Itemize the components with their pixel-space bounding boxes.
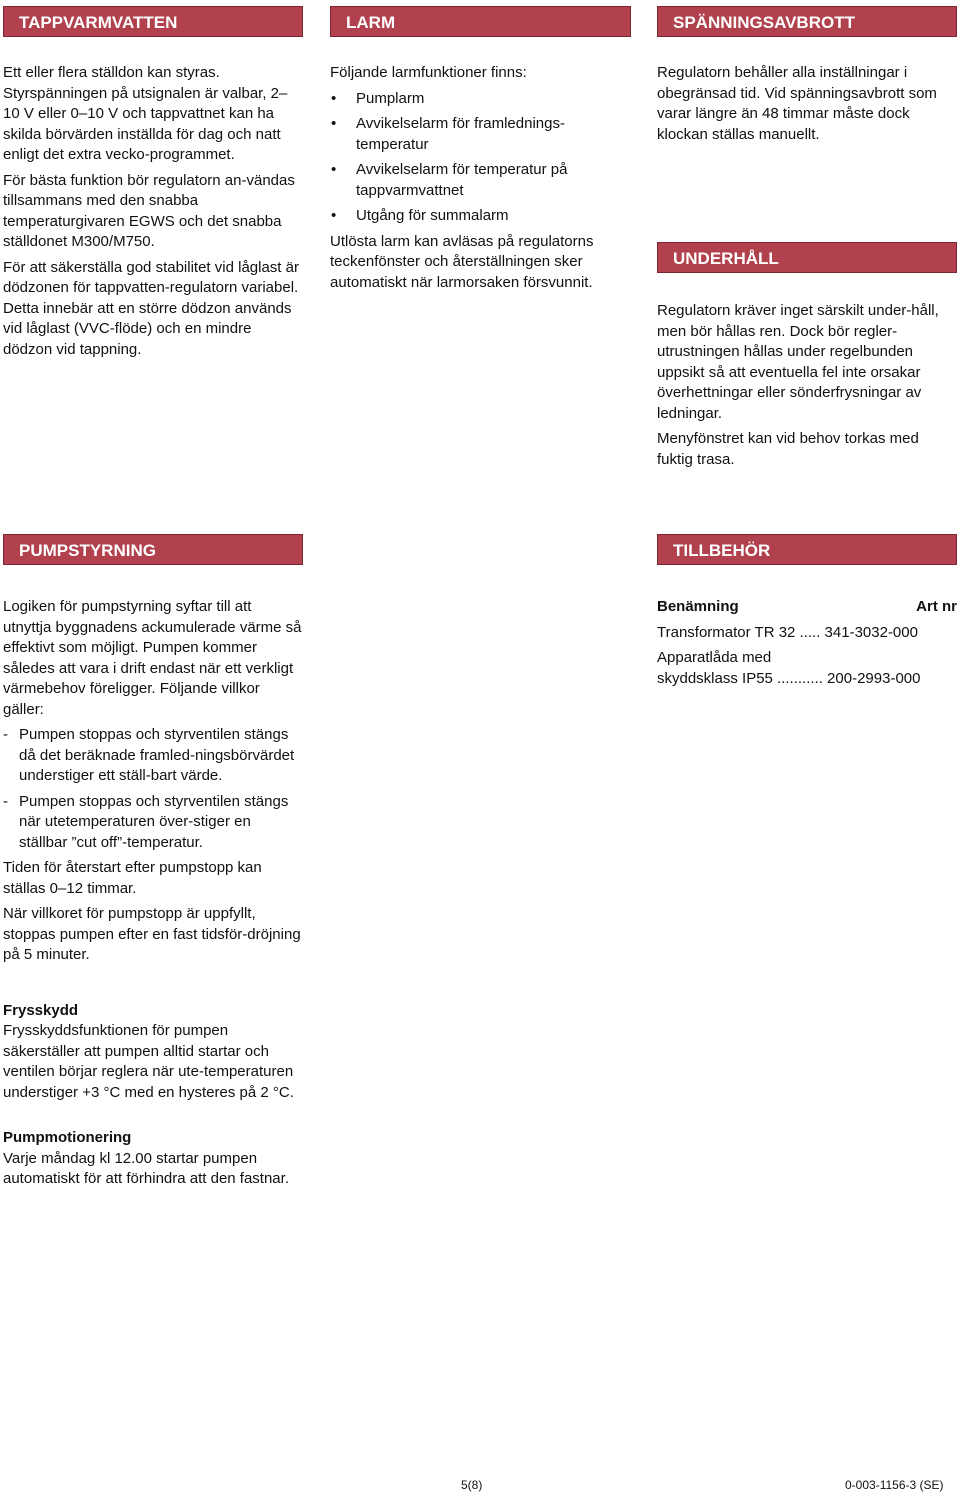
tillbehor-section bbox=[657, 597, 957, 694]
spanningsavbrott-paragraph: Regulatorn behåller alla inställningar i obegränsad tid. Vid spänningsavbrott som varar längre än 48 timmar måste dock klockan ställas manuellt. bbox=[657, 64, 937, 143]
condition-item: - Pumpen stoppas och styrventilen stängs då det beräknade framled-ningsbörvärdet understiger ett ställ-bart värde. bbox=[3, 725, 303, 787]
larm-section bbox=[330, 63, 630, 298]
accessory-item-line: Apparatlåda med bbox=[657, 649, 772, 666]
tappvarmvatten-paragraph-3: För att säkerställa god stabilitet vid låglast är dödzonen för tappvatten-regulatorn variabel. Detta innebär att en större dödzon används vid låglast (VVC-flöde) och en mindre dödzon vid tappning. bbox=[3, 258, 299, 358]
pumpstyrning-section bbox=[3, 597, 303, 1190]
underhall-paragraph-1: Regulatorn kräver inget särskilt under-håll, men bör hållas ren. Dock bör regler-utrustningen hållas under regelbunden uppsikt så att eventuella fel inte orsakar överhettningar eller sönderfrysningar av ledningar. bbox=[657, 302, 939, 422]
larm-outro: Utlösta larm kan avläsas på regulatorns teckenfönster och återställningen sker automatiskt när larmorsaken försvunnit. bbox=[330, 232, 594, 291]
heading-underhall: UNDERHÅLL bbox=[657, 242, 957, 273]
frysskydd-text: Frysskyddsfunktionen för pumpen säkerställer att pumpen alltid startar och ventilen börjar reglera när ute-temperaturen understiger +3 °C med en hysteres på 2 °C. bbox=[3, 1022, 294, 1101]
accessory-item-line: skyddsklass IP55 ........... 200-2993-000 bbox=[657, 669, 921, 687]
frysskydd-title: Frysskydd bbox=[3, 1001, 79, 1019]
tappvarmvatten-paragraph-1: Ett eller flera ställdon kan styras. Styrspänningen på utsignalen är valbar, 2–10 V eller 0–10 V och tappvattnet kan ha skilda börvärden inställda för dag och natt enligt det extra vecko-programmet. bbox=[3, 64, 288, 163]
document-number: 0-003-1156-3 (SE) bbox=[845, 1478, 944, 1492]
accessory-item bbox=[657, 648, 957, 689]
pumpmotionering-text: Varje måndag kl 12.00 startar pumpen automatiskt för att förhindra att den fastnar. bbox=[3, 1149, 289, 1187]
accessory-item: Transformator TR 32 ..... 341-3032-000 bbox=[657, 623, 918, 641]
heading-pumpstyrning: PUMPSTYRNING bbox=[3, 534, 303, 565]
tappvarmvatten-paragraph-2: För bästa funktion bör regulatorn an-vändas tillsammans med den snabba temperaturgivaren EGWS och det snabba ställdonet M300/M750. bbox=[3, 171, 295, 250]
spanningsavbrott-section bbox=[657, 63, 957, 150]
larm-list-item: • Avvikelselarm för temperatur på tappvarmvattnet bbox=[330, 160, 630, 201]
column-header-name: Benämning bbox=[657, 598, 739, 615]
tillbehor-table-header bbox=[657, 597, 957, 618]
underhall-section bbox=[657, 301, 957, 475]
pumpstyrning-paragraph-2: Tiden för återstart efter pumpstopp kan ställas 0–12 timmar. bbox=[3, 859, 262, 897]
page-number: 5(8) bbox=[461, 1478, 483, 1492]
underhall-paragraph-2: Menyfönstret kan vid behov torkas med fuktig trasa. bbox=[657, 430, 919, 468]
pumpstyrning-paragraph-1: Logiken för pumpstyrning syftar till att utnyttja byggnadens ackumulerade värme så effektivt som möjligt. Pumpen kommer således att vara i drift endast när ett verkligt värmebehov föreligger. Följande villkor gäller: bbox=[3, 598, 302, 718]
condition-item: - Pumpen stoppas och styrventilen stängs när utetemperaturen över-stiger en ställbar ”cut off”-temperatur. bbox=[3, 792, 303, 854]
heading-larm: LARM bbox=[330, 6, 631, 37]
larm-intro: Följande larmfunktioner finns: bbox=[330, 64, 527, 81]
tappvarmvatten-section bbox=[3, 63, 303, 365]
pumpstyrning-conditions bbox=[3, 725, 303, 853]
heading-spanningsavbrott: SPÄNNINGSAVBROTT bbox=[657, 6, 957, 37]
larm-list-item: • Pumplarm bbox=[330, 89, 630, 110]
larm-list-item: • Utgång för summalarm bbox=[330, 206, 630, 227]
heading-tappvarmvatten: TAPPVARMVATTEN bbox=[3, 6, 303, 37]
pumpstyrning-paragraph-3: När villkoret för pumpstopp är uppfyllt, stoppas pumpen efter en fast tidsför-dröjning på 5 minuter. bbox=[3, 905, 301, 963]
pumpmotionering-title: Pumpmotionering bbox=[3, 1129, 132, 1146]
column-header-art: Art nr bbox=[916, 598, 957, 615]
heading-tillbehor: TILLBEHÖR bbox=[657, 534, 957, 565]
larm-list-item: • Avvikelselarm för framlednings-temperatur bbox=[330, 114, 630, 155]
larm-list bbox=[330, 89, 630, 227]
